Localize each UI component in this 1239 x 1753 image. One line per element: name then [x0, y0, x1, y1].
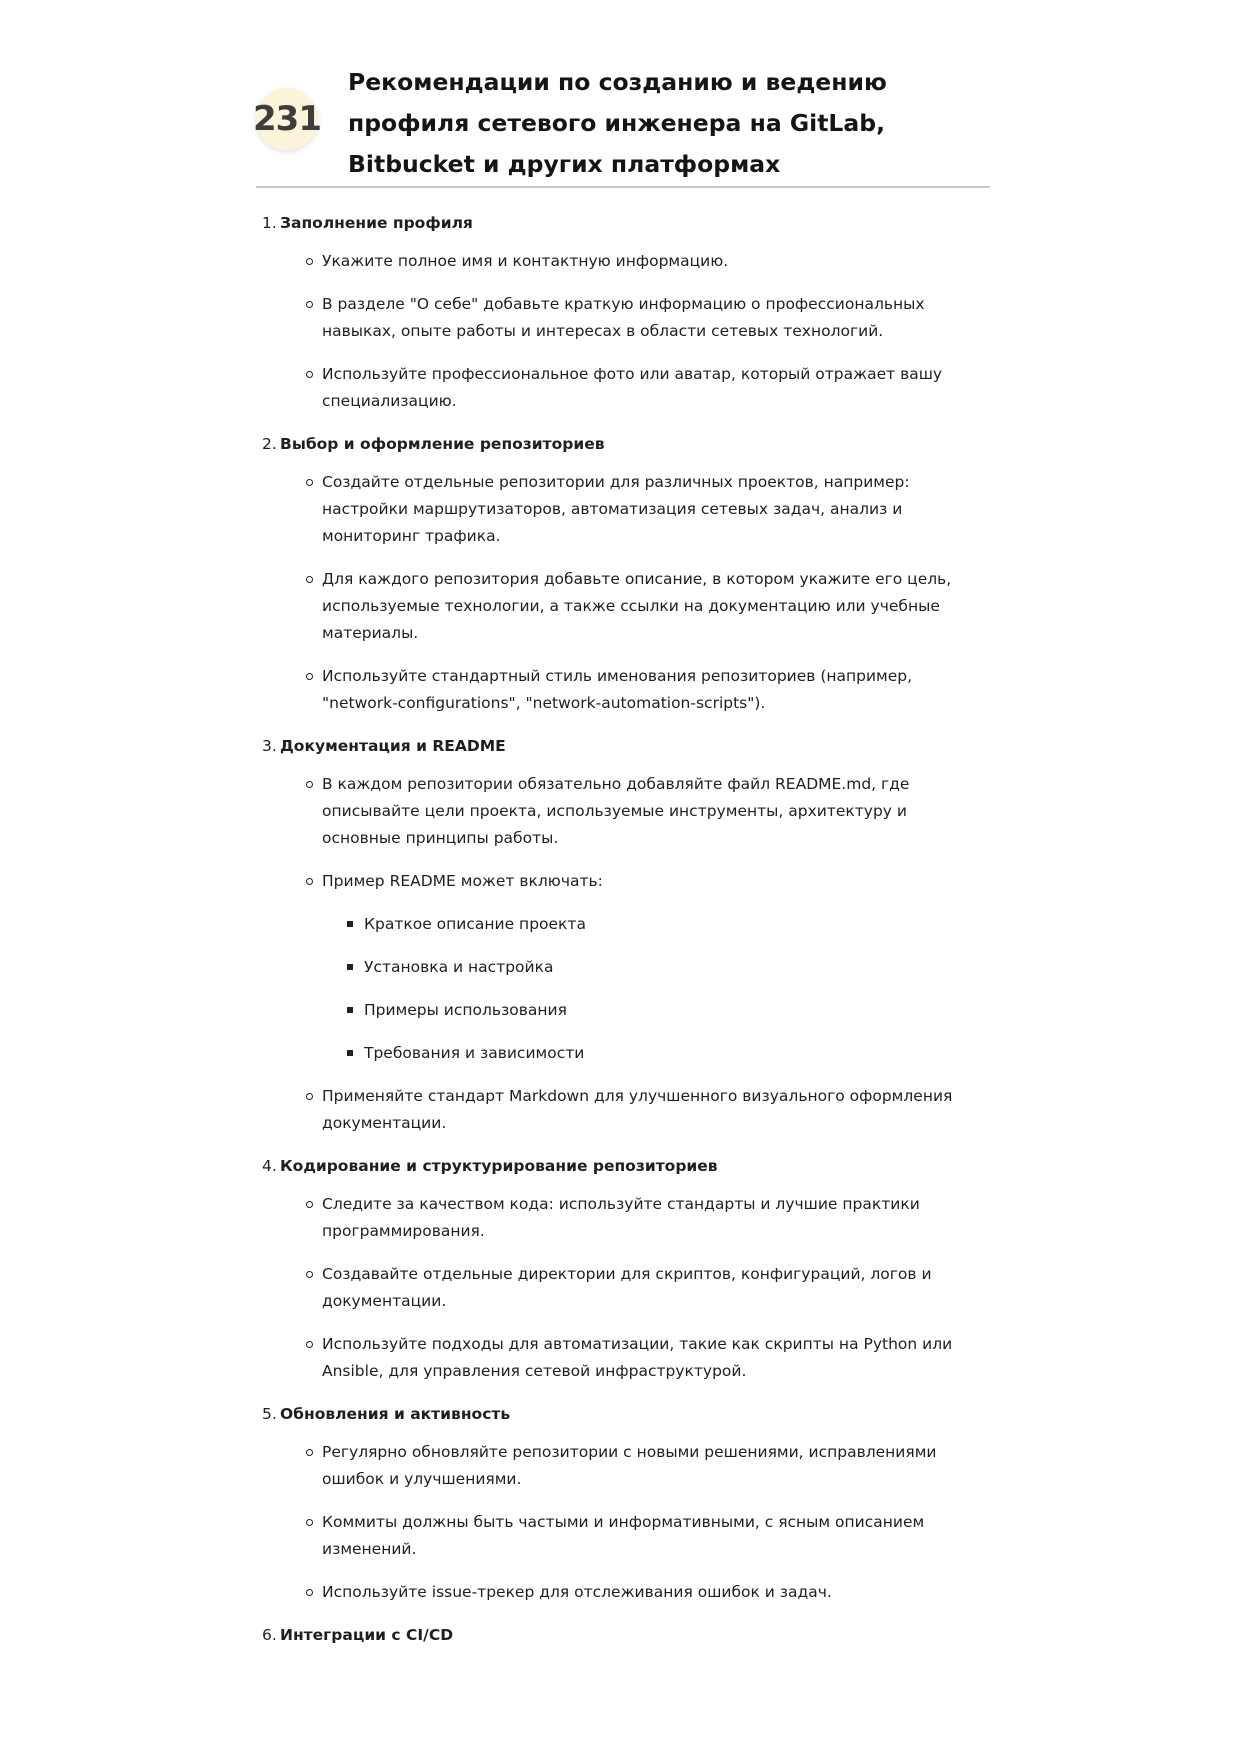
list-item: Создавайте отдельные директории для скриптов, конфигураций, логов и документации. [322, 1261, 990, 1315]
list-item: Коммиты должны быть частыми и информативными, с ясным описанием изменений. [322, 1509, 990, 1563]
list-item: Используйте стандартный стиль именования репозиториев (например, "network-configurations", "network-automation-scripts"). [322, 663, 990, 717]
section-number: 2. [262, 435, 277, 453]
section-items [280, 771, 990, 1137]
list-item: Создайте отдельные репозитории для различных проектов, например: настройки маршрутизаторов, автоматизация сетевых задач, анализ и мониторинг трафика. [322, 469, 990, 550]
section-items [280, 248, 990, 415]
sub-list-item: Примеры использования [364, 997, 990, 1024]
document-page [253, 62, 990, 1661]
sub-list-item: Требования и зависимости [364, 1040, 990, 1067]
list-item: Используйте подходы для автоматизации, такие как скрипты на Python или Ansible, для управления сетевой инфраструктурой. [322, 1331, 990, 1385]
section-items [280, 469, 990, 717]
list-item: Используйте профессиональное фото или аватар, который отражает вашу специализацию. [322, 361, 990, 415]
list-item: Укажите полное имя и контактную информацию. [322, 248, 990, 275]
section-number: 5. [262, 1405, 277, 1423]
chapter-title: Рекомендации по созданию и ведению профиля сетевого инженера на GitLab, Bitbucket и других платформах [348, 68, 887, 178]
section-repositories [262, 431, 990, 717]
section-profile [262, 210, 990, 415]
section-number: 3. [262, 737, 277, 755]
section-items [280, 1439, 990, 1606]
section-cicd [262, 1622, 990, 1656]
list-item: Используйте issue-трекер для отслеживания ошибок и задач. [322, 1579, 990, 1606]
section-title: Документация и README [280, 737, 506, 755]
section-title: Обновления и активность [280, 1405, 511, 1423]
section-coding [262, 1153, 990, 1385]
list-item-text: Пример README может включать: [322, 872, 603, 890]
section-number: 1. [262, 214, 277, 232]
chapter-header [253, 62, 990, 188]
list-item: В каждом репозитории обязательно добавляйте файл README.md, где описывайте цели проекта, используемые инструменты, архитектуру и основные принципы работы. [322, 771, 990, 852]
section-number: 6. [262, 1626, 277, 1644]
list-item: Для каждого репозитория добавьте описание, в котором укажите его цель, используемые технологии, а также ссылки на документацию или учебные материалы. [322, 566, 990, 647]
list-item: Регулярно обновляйте репозитории с новыми решениями, исправлениями ошибок и улучшениями. [322, 1439, 990, 1493]
list-item: В разделе "О себе" добавьте краткую информацию о профессиональных навыках, опыте работы и интересах в области сетевых технологий. [322, 291, 990, 345]
chapter-number-badge: 231 [256, 88, 318, 150]
sub-list-item: Краткое описание проекта [364, 911, 990, 938]
section-title: Интеграции с CI/CD [280, 1626, 454, 1644]
sub-list-item: Установка и настройка [364, 954, 990, 981]
section-title: Заполнение профиля [280, 214, 473, 232]
section-title: Выбор и оформление репозиториев [280, 435, 605, 453]
sections-list [256, 210, 990, 1656]
list-item-readme-example [322, 868, 990, 1067]
section-items [280, 1191, 990, 1385]
section-updates [262, 1401, 990, 1606]
list-item: Следите за качеством кода: используйте стандарты и лучшие практики программирования. [322, 1191, 990, 1245]
section-documentation [262, 733, 990, 1137]
list-item: Применяйте стандарт Markdown для улучшенного визуального оформления документации. [322, 1083, 990, 1137]
section-title: Кодирование и структурирование репозиториев [280, 1157, 718, 1175]
section-number: 4. [262, 1157, 277, 1175]
readme-subitems [322, 911, 990, 1067]
